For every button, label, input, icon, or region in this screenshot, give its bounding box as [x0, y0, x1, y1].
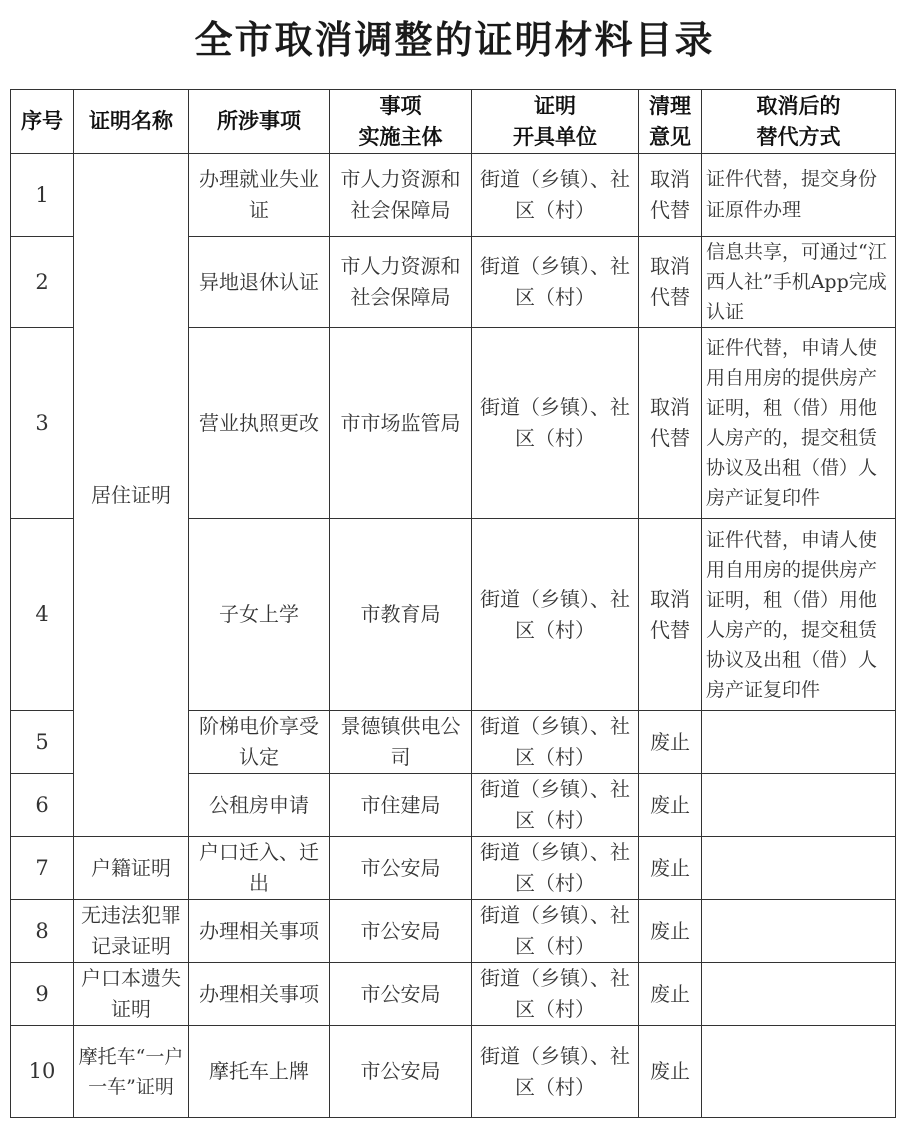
alt-cell: 证件代替，申请人使用自用房的提供房产证明，租（借）用他人房产的，提交租赁协议及出租（借）人房产证复印件 — [702, 328, 896, 519]
header-cell: 证明名称 — [74, 90, 189, 154]
subject-cell: 市公安局 — [330, 963, 472, 1026]
row-number: 9 — [11, 963, 74, 1026]
opinion-cell: 取消代替 — [639, 519, 702, 711]
opinion-cell: 取消代替 — [639, 154, 702, 237]
opinion-cell: 废止 — [639, 837, 702, 900]
table-row — [11, 900, 896, 963]
subject-cell: 市住建局 — [330, 774, 472, 837]
opinion-cell: 废止 — [639, 900, 702, 963]
subject-cell: 市公安局 — [330, 837, 472, 900]
item-cell: 公租房申请 — [189, 774, 330, 837]
row-number: 5 — [11, 711, 74, 774]
row-number: 1 — [11, 154, 74, 237]
alt-cell — [702, 711, 896, 774]
issuer-cell: 街道（乡镇）、社区（村） — [472, 900, 639, 963]
issuer-cell: 街道（乡镇）、社区（村） — [472, 837, 639, 900]
row-number: 6 — [11, 774, 74, 837]
issuer-cell: 街道（乡镇）、社区（村） — [472, 328, 639, 519]
issuer-cell: 街道（乡镇）、社区（村） — [472, 519, 639, 711]
header-cell: 证明 开具单位 — [472, 90, 639, 154]
alt-cell — [702, 900, 896, 963]
certificate-table — [10, 89, 896, 1118]
item-cell: 阶梯电价享受认定 — [189, 711, 330, 774]
opinion-cell: 废止 — [639, 774, 702, 837]
opinion-cell: 废止 — [639, 963, 702, 1026]
alt-cell — [702, 963, 896, 1026]
alt-cell: 证件代替，提交身份证原件办理 — [702, 154, 896, 237]
alt-cell: 证件代替，申请人使用自用房的提供房产证明，租（借）用他人房产的，提交租赁协议及出租（借）人房产证复印件 — [702, 519, 896, 711]
alt-cell — [702, 1026, 896, 1118]
subject-cell: 市市场监管局 — [330, 328, 472, 519]
table-row — [11, 837, 896, 900]
alt-cell — [702, 837, 896, 900]
alt-cell — [702, 774, 896, 837]
item-cell: 异地退休认证 — [189, 237, 330, 328]
row-number: 8 — [11, 900, 74, 963]
opinion-cell: 取消代替 — [639, 328, 702, 519]
issuer-cell: 街道（乡镇）、社区（村） — [472, 774, 639, 837]
name-cell: 户口本遗失证明 — [74, 963, 189, 1026]
issuer-cell: 街道（乡镇）、社区（村） — [472, 1026, 639, 1118]
item-cell: 摩托车上牌 — [189, 1026, 330, 1118]
subject-cell: 市人力资源和社会保障局 — [330, 237, 472, 328]
name-cell: 无违法犯罪记录证明 — [74, 900, 189, 963]
table-row — [11, 963, 896, 1026]
opinion-cell: 废止 — [639, 711, 702, 774]
page-title: 全市取消调整的证明材料目录 — [194, 18, 715, 62]
opinion-cell: 取消代替 — [639, 237, 702, 328]
item-cell: 办理相关事项 — [189, 900, 330, 963]
header-cell: 所涉事项 — [189, 90, 330, 154]
subject-cell: 景德镇供电公司 — [330, 711, 472, 774]
subject-cell: 市教育局 — [330, 519, 472, 711]
issuer-cell: 街道（乡镇）、社区（村） — [472, 154, 639, 237]
header-cell: 清理 意见 — [639, 90, 702, 154]
header-cell: 事项 实施主体 — [330, 90, 472, 154]
row-number: 7 — [11, 837, 74, 900]
row-number: 10 — [11, 1026, 74, 1118]
name-cell: 摩托车“一户一车”证明 — [74, 1026, 189, 1118]
table-row — [11, 1026, 896, 1118]
item-cell: 户口迁入、迁出 — [189, 837, 330, 900]
subject-cell: 市公安局 — [330, 900, 472, 963]
header-cell: 序号 — [11, 90, 74, 154]
row-number: 4 — [11, 519, 74, 711]
issuer-cell: 街道（乡镇）、社区（村） — [472, 963, 639, 1026]
issuer-cell: 街道（乡镇）、社区（村） — [472, 237, 639, 328]
table-header-row — [11, 90, 896, 154]
row-number: 2 — [11, 237, 74, 328]
item-cell: 办理就业失业证 — [189, 154, 330, 237]
header-cell: 取消后的 替代方式 — [702, 90, 896, 154]
subject-cell: 市人力资源和社会保障局 — [330, 154, 472, 237]
row-number: 3 — [11, 328, 74, 519]
issuer-cell: 街道（乡镇）、社区（村） — [472, 711, 639, 774]
subject-cell: 市公安局 — [330, 1026, 472, 1118]
item-cell: 办理相关事项 — [189, 963, 330, 1026]
merged-name-cell: 居住证明 — [74, 154, 189, 837]
opinion-cell: 废止 — [639, 1026, 702, 1118]
table-row — [11, 154, 896, 237]
item-cell: 营业执照更改 — [189, 328, 330, 519]
alt-cell: 信息共享，可通过“江西人社”手机App完成认证 — [702, 237, 896, 328]
name-cell: 户籍证明 — [74, 837, 189, 900]
item-cell: 子女上学 — [189, 519, 330, 711]
